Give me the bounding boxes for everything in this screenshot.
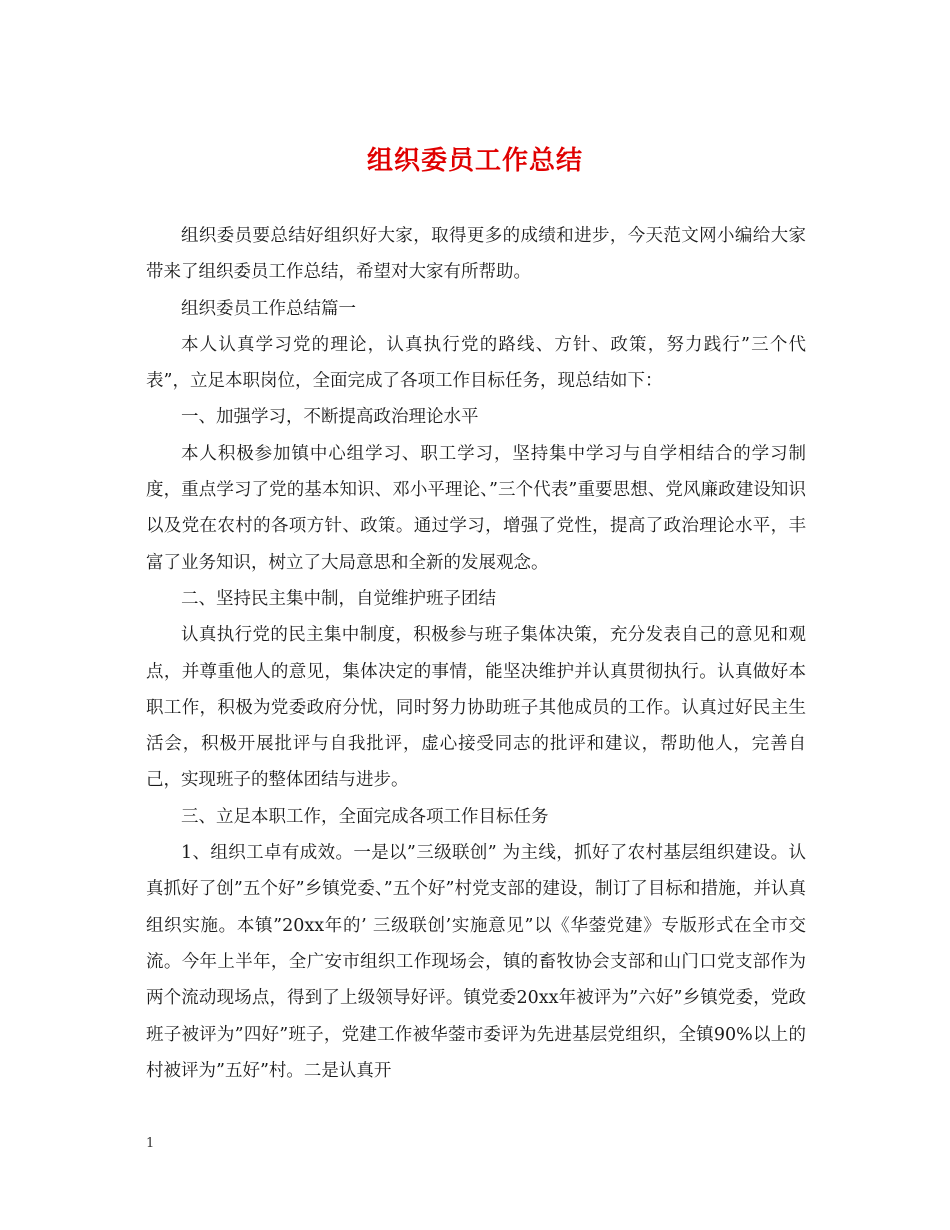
document-title: 组织委员工作总结 xyxy=(366,146,583,176)
paragraph-democracy: 认真执行党的民主集中制度，积极参与班子集体决策，充分发表自己的意见和观点，并尊重他人的意见，集体决定的事情，能坚决维护并认真贯彻执行。认真做好本职工作，积极为党委政府分忧，同时努力协助班子其他成员的工作。认真过好民主生活会，积极开展批评与自我批评，虚心接受同志的批评和建议，帮助他人，完善自己，实现班子的整体团结与进步。 xyxy=(146,625,806,791)
paragraph-organization-work: 1、组织工卓有成效。一是以”三级联创” 为主线，抓好了农村基层组织建设。认真抓好了创”五个好”乡镇党委、”五个好”村党支部的建设，制订了目标和措施，并认真组织实施。本镇”20xx年的’ 三级联创’实施意见”以《华蓥党建》专版形式在全市交流。今年上半年，全广安市组织工作现场会，镇的畜牧协会支部和山门口党支部作为两个流动现场点，得到了上级领导好评。镇党委20xx年被评为”六好”乡镇党委，党政班子被评为”四好”班子，党建工作被华蓥市委评为先进基层党组织，全镇90%以上的村被评为”五好”村。二是认真开 xyxy=(146,843,806,1081)
paragraph-opening: 本人认真学习党的理论，认真执行党的路线、方针、政策，努力践行”三个代表”，立足本职岗位，全面完成了各项工作目标任务，现总结如下： xyxy=(146,334,806,392)
document-body xyxy=(146,218,806,1089)
paragraph-heading-1: 一、加强学习，不断提高政治理论水平 xyxy=(181,407,479,428)
paragraph-intro: 组织委员要总结好组织好大家，取得更多的成绩和进步，今天范文网小编给大家带来了组织委员工作总结，希望对大家有所帮助。 xyxy=(146,226,806,283)
paragraph-heading-3: 三、立足本职工作，全面完成各项工作目标任务 xyxy=(181,806,549,827)
paragraph-study: 本人积极参加镇中心组学习、职工学习，坚持集中学习与自学相结合的学习制度，重点学习了党的基本知识、邓小平理论、”三个代表”重要思想、党风廉政建设知识以及党在农村的各项方针、政策。通过学习，增强了党性，提高了政治理论水平，丰富了业务知识，树立了大局意思和全新的发展观念。 xyxy=(146,443,806,573)
page-number: 1 xyxy=(146,1136,155,1151)
paragraph-section-heading: 组织委员工作总结篇一 xyxy=(181,298,356,319)
paragraph-heading-2: 二、坚持民主集中制，自觉维护班子团结 xyxy=(181,588,496,609)
